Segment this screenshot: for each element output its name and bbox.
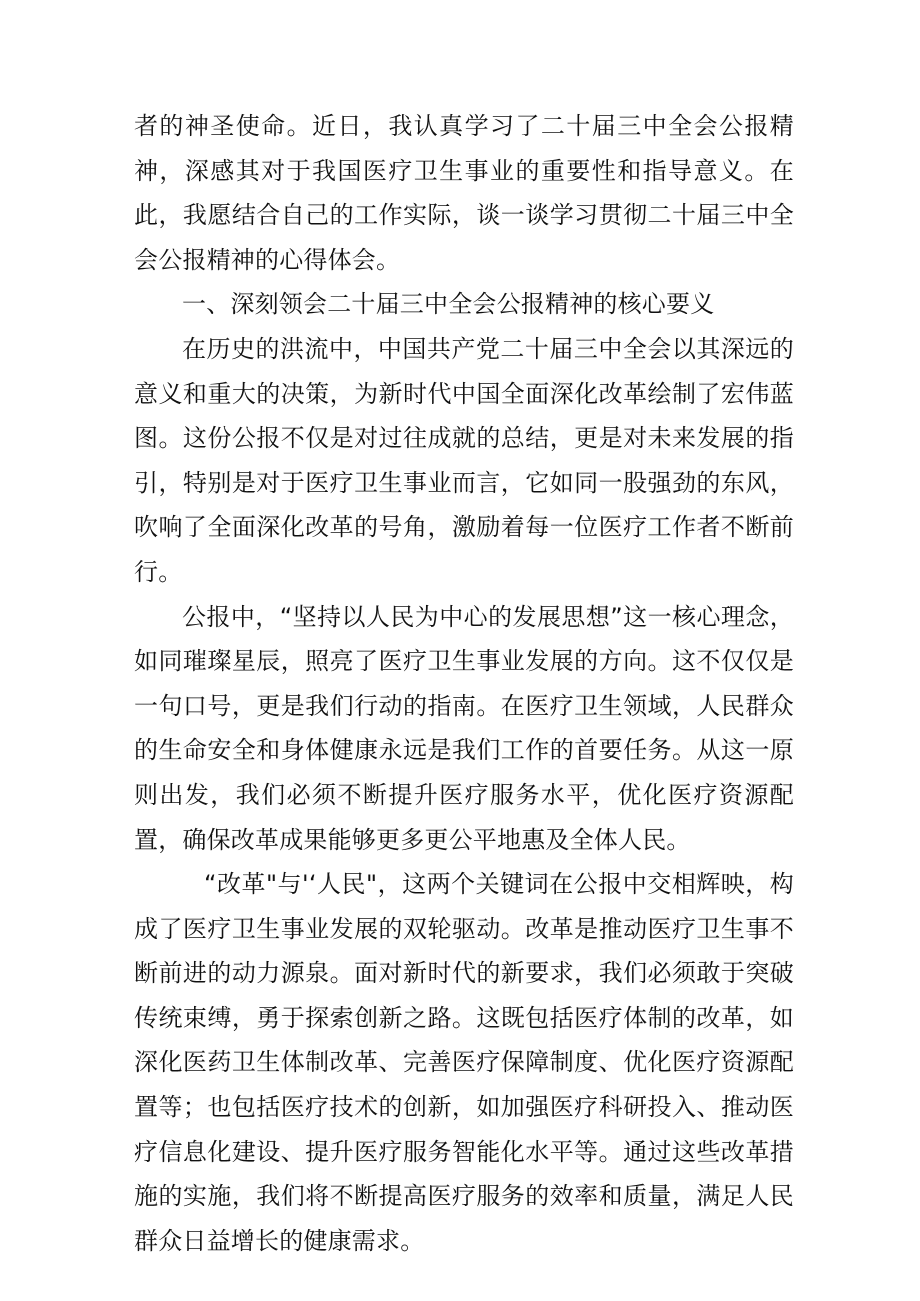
paragraph-people-centered: 公报中，“坚持以人民为中心的发展思想”这一核心理念，如同璀璨星辰，照亮了医疗卫生事业发展的方向。这不仅仅是一句口号，更是我们行动的指南。在医疗卫生领域，人民群众的生命安全和身体健康永远是我们工作的首要任务。从这一原则出发，我们必须不断提升医疗服务水平，优化医疗资源配置，确保改革成果能够更多更公平地惠及全体人民。 bbox=[134, 602, 794, 854]
document-body bbox=[134, 104, 794, 1263]
paragraph-intro-continuation: 者的神圣使命。近日，我认真学习了二十届三中全会公报精神，深感其对于我国医疗卫生事业的重要性和指导意义。在此，我愿结合自己的工作实际，谈一谈学习贯彻二十届三中全会公报精神的心得体会。 bbox=[134, 112, 794, 274]
paragraph-history: 在历史的洪流中，中国共产党二十届三中全会以其深远的意义和重大的决策，为新时代中国全面深化改革绘制了宏伟蓝图。这份公报不仅是对过往成就的总结，更是对未来发展的指引，特别是对于医疗卫生事业而言，它如同一股强劲的东风，吹响了全面深化改革的号角，激励着每一位医疗工作者不断前行。 bbox=[134, 334, 794, 586]
paragraph-reform-people: “改革"与'‘人民"，这两个关键词在公报中交相辉映，构成了医疗卫生事业发展的双轮驱动。改革是推动医疗卫生事不断前进的动力源泉。面对新时代的新要求，我们必须敢于突破传统束缚，勇于探索创新之路。这既包括医疗体制的改革，如深化医药卫生体制改革、完善医疗保障制度、优化医疗资源配置等；也包括医疗技术的创新，如加强医疗科研投入、推动医疗信息化建设、提升医疗服务智能化水平等。通过这些改革措施的实施，我们将不断提高医疗服务的效率和质量，满足人民群众日益增长的健康需求。 bbox=[134, 870, 794, 1255]
section-heading: 一、深刻领会二十届三中全会公报精神的核心要义 bbox=[182, 290, 715, 319]
